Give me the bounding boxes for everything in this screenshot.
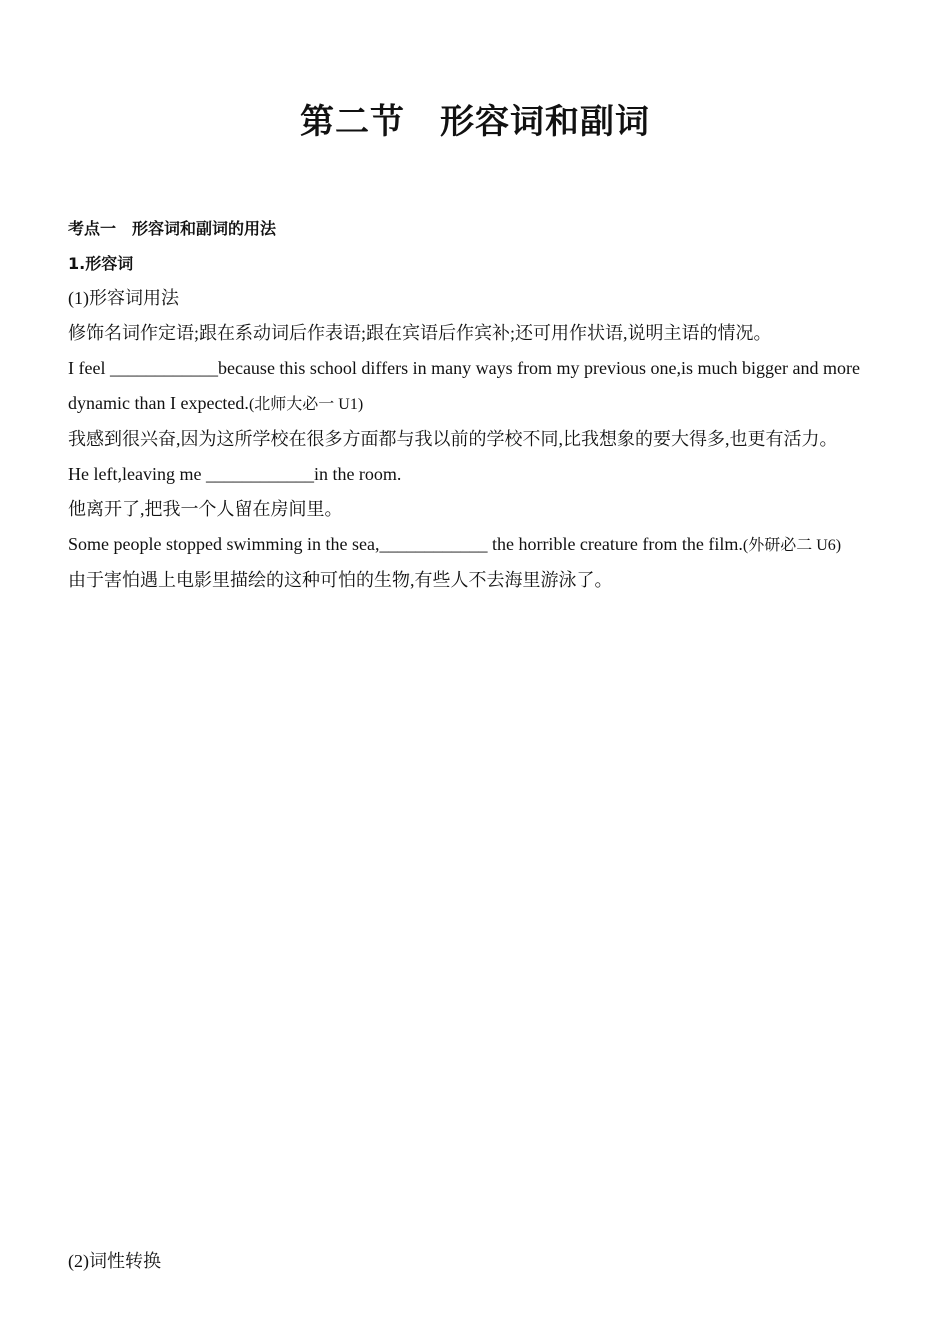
usage-description: 修饰名词作定语;跟在系动词后作表语;跟在宾语后作宾补;还可用作状语,说明主语的情况。 — [68, 323, 772, 343]
example-translation: 由于害怕遇上电影里描绘的这种可怕的生物,有些人不去海里游泳了。 — [68, 570, 613, 590]
page-title: 第二节 形容词和副词 — [300, 102, 650, 142]
section-label-word-class-conversion: (2)词性转换 — [68, 1251, 161, 1271]
document-body — [68, 211, 884, 598]
example-translation: 我感到很兴奋,因为这所学校在很多方面都与我以前的学校不同,比我想象的要大得多,也更有活力。 — [68, 429, 838, 449]
example-english: I feel ____________because this school differs in many ways from my previous one,is much bigger and more dynamic than I expected. — [68, 358, 860, 413]
section-heading: 考点一 形容词和副词的用法 — [68, 219, 277, 238]
example-sentence — [68, 457, 884, 492]
usage-label: (1)形容词用法 — [68, 288, 179, 308]
example-sentence — [68, 527, 884, 563]
example-sentence — [68, 351, 884, 422]
example-source: (北师大必一 U1) — [248, 396, 364, 413]
sub-heading: 1.形容词 — [68, 254, 134, 273]
example-english: Some people stopped swimming in the sea,____________ the horrible creature from the film. — [68, 534, 743, 554]
example-english: He left,leaving me ____________in the room. — [68, 464, 402, 484]
example-translation: 他离开了,把我一个人留在房间里。 — [68, 499, 343, 519]
example-source: (外研必二 U6) — [742, 537, 842, 554]
